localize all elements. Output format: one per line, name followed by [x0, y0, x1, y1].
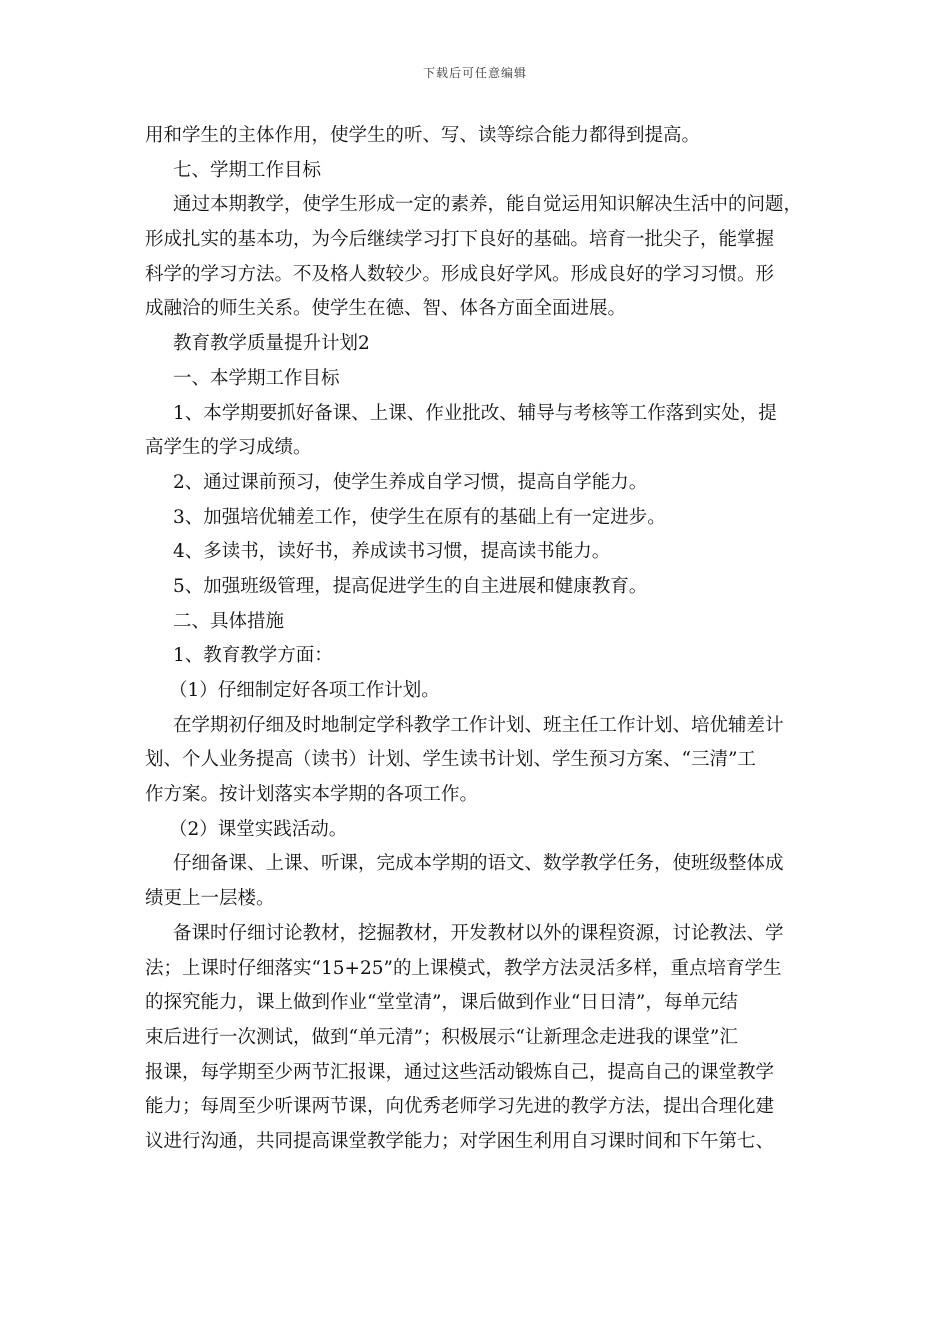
text-line: 议进行沟通，共同提高课堂教学能力；对学困生利用自习课时间和下午第七、	[145, 1130, 775, 1152]
list-item: 4、多读书，读好书，养成读书习惯，提高读书能力。	[173, 541, 611, 563]
section-heading: 二、具体措施	[173, 610, 285, 632]
list-item: 2、通过课前预习，使学生养成自学习惯，提高自学能力。	[173, 471, 648, 493]
section-heading: 一、本学期工作目标	[173, 367, 340, 389]
text-line: 的探究能力，课上做到作业“堂堂清”，课后做到作业“日日清”，每单元结	[145, 992, 738, 1014]
text-line: 形成扎实的基本功，为今后继续学习打下良好的基础。培育一批尖子，能掌握	[145, 229, 775, 251]
text-line: 报课，每学期至少两节汇报课，通过这些活动锻炼自己，提高自己的课堂教学	[145, 1061, 775, 1083]
text-line: 科学的学习方法。不及格人数较少。形成良好学风。形成良好的学习习惯。形	[145, 263, 775, 285]
text-line: 备课时仔细讨论教材，挖掘教材，开发教材以外的课程资源，讨论教法、学	[173, 922, 784, 944]
page-header: 下载后可任意编辑	[422, 66, 527, 80]
text-line: 用和学生的主体作用，使学生的听、写、读等综合能力都得到提高。	[145, 125, 701, 146]
text-line: 通过本期教学，使学生形成一定的素养，能自觉运用知识解决生活中的问题，	[173, 194, 803, 216]
text-line: 法；上课时仔细落实“15+25”的上课模式，教学方法灵活多样，重点培育学生	[145, 957, 782, 979]
text-line: 能力；每周至少听课两节课，向优秀老师学习先进的教学方法，提出合理化建	[145, 1096, 775, 1118]
text-line: 束后进行一次测试，做到“单元清”；积极展示“让新理念走进我的课堂”汇	[145, 1026, 738, 1048]
text-line: 绩更上一层楼。	[145, 888, 275, 910]
document-subtitle: 教育教学质量提升计划2	[173, 333, 370, 355]
list-item: 1、本学期要抓好备课、上课、作业批改、辅导与考核等工作落到实处，提	[173, 402, 777, 424]
document-body	[145, 119, 815, 1160]
subsection-heading: （1）仔细制定好各项工作计划。	[169, 680, 440, 701]
list-item: 5、加强班级管理，提高促进学生的自主进展和健康教育。	[173, 575, 648, 597]
text-line: 在学期初仔细及时地制定学科教学工作计划、班主任工作计划、培优辅差计	[173, 714, 784, 736]
text-line: 作方案。按计划落实本学期的各项工作。	[145, 784, 479, 806]
text-line: 仔细备课、上课、听课，完成本学期的语文、数学教学任务，使班级整体成	[173, 853, 784, 875]
text-line: 划、个人业务提高（读书）计划、学生读书计划、学生预习方案、“三清”工	[145, 749, 756, 771]
subsection-heading: （2）课堂实践活动。	[169, 818, 348, 840]
section-heading: 七、学期工作目标	[173, 159, 322, 181]
list-item: 3、加强培优辅差工作，使学生在原有的基础上有一定进步。	[173, 506, 666, 528]
text-line: 成融洽的师生关系。使学生在德、智、体各方面全面进展。	[145, 298, 627, 320]
subsection-heading: 1、教育教学方面：	[173, 645, 333, 667]
text-line: 高学生的学习成绩。	[145, 437, 312, 459]
